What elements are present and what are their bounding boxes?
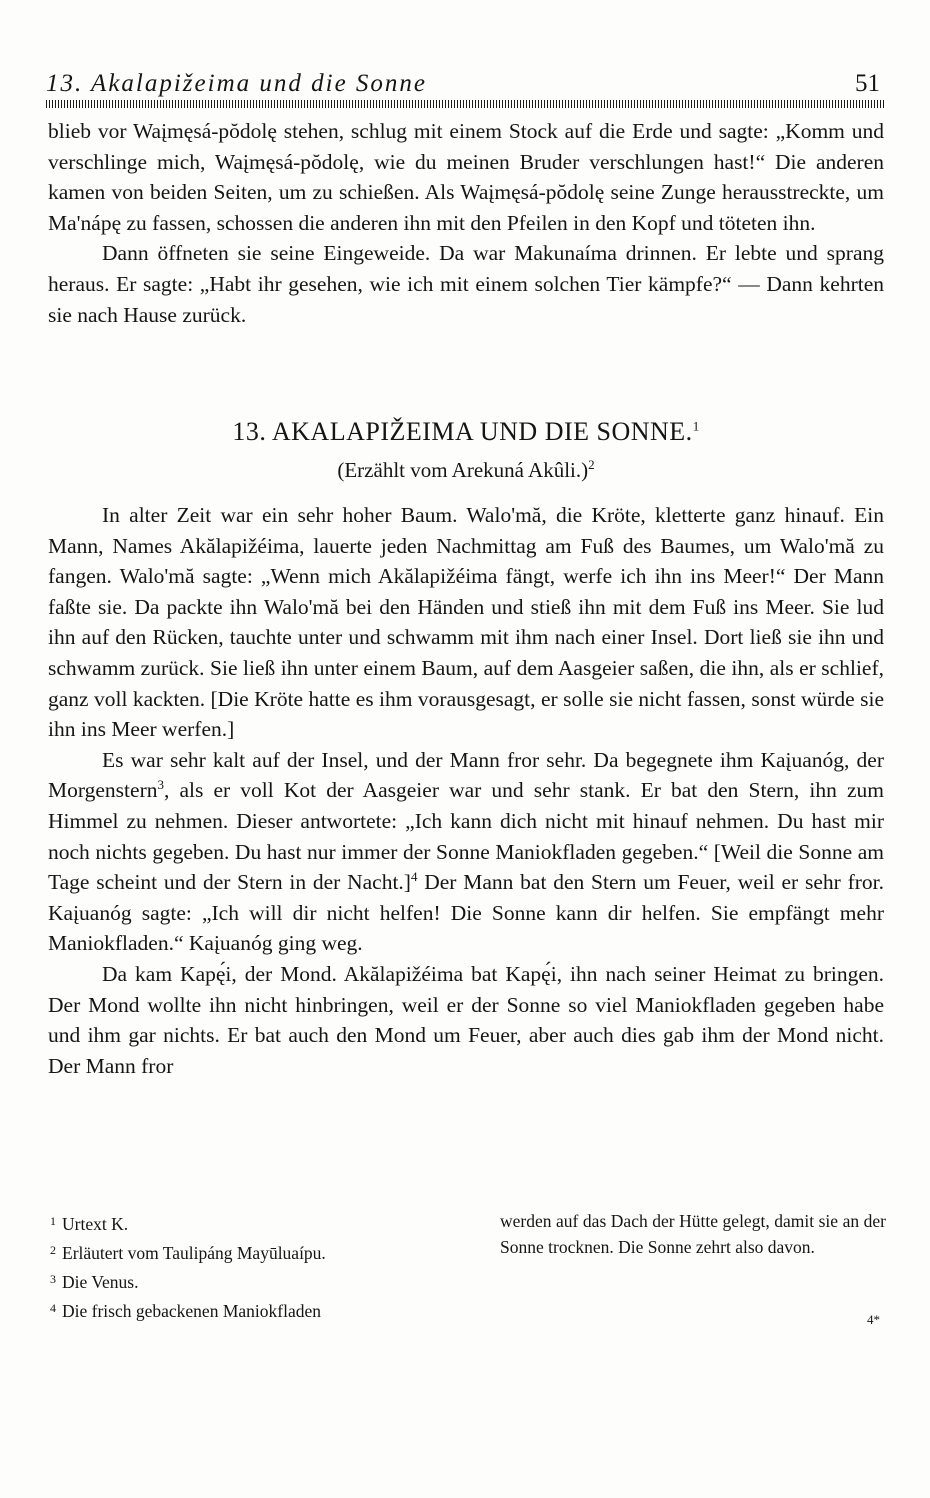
- running-head: [46, 70, 884, 100]
- footnote: [50, 1266, 455, 1295]
- chapter-body: [48, 500, 884, 1081]
- footnote-ref: 4: [410, 868, 418, 884]
- chapter-title-text: 13. AKALAPIŽEIMA UND DIE SONNE.: [232, 417, 693, 446]
- footnote-ref: 3: [157, 777, 164, 793]
- chapter-title: [48, 417, 884, 447]
- footnote: [50, 1295, 455, 1324]
- footnote-ref: 1: [692, 418, 700, 434]
- chapter-subtitle-text: (Erzählt vom Arekuná Akûli.): [337, 458, 589, 482]
- footnote-text: Urtext K.: [62, 1214, 129, 1234]
- footnote-number: 1: [50, 1214, 56, 1228]
- paragraph: blieb vor Waįmęsá-pŏdolę stehen, schlug mit einem Stock auf die Erde und sagte: „Komm und verschlinge mich, Waįmęsá-pŏdolę, wie du meinen Bruder verschlungen hast!“ Die anderen kamen von beiden Seiten, um zu schießen. Als Waįmęsá-pŏdolę seine Zunge herausstreckte, um Ma'nápę zu fassen, schossen die anderen ihn mit den Pfeilen in den Kopf und töteten ihn.: [48, 119, 884, 235]
- paragraph: Dann öffneten sie seine Eingeweide. Da war Makunaíma drinnen. Er lebte und sprang heraus. Er sagte: „Habt ihr gesehen, wie ich mit einem solchen Tier kämpfe?“ — Dann kehrten sie nach Hause zurück.: [48, 241, 884, 327]
- paragraph-text: , als er voll Kot der Aasgeier war und sehr stank. Er bat den Stern, ihn zum Himmel zu nehmen. Dieser antwortete: „Ich kann dich nicht mit hinauf nehmen. Du hast mir noch nichts gegeben. Du hast nur immer der Sonne Maniokfladen gegeben.“ [Weil die Sonne am Tage scheint und der Stern in der Nacht.]: [48, 778, 884, 895]
- paragraph: Da kam Kapę́i, der Mond. Akălapižéima bat Kapę́i, ihn nach seiner Heimat zu bringen. Der Mond wollte ihn nicht hinbringen, weil er der Sonne so viel Maniokfladen gegeben habe und ihm gar nichts. Er bat auch den Mond um Feuer, aber auch dies gab ihm der Mond nicht. Der Mann fror: [48, 961, 884, 1078]
- footnotes-left: [50, 1208, 455, 1324]
- signature-mark: 4*: [867, 1312, 880, 1327]
- paragraph: [48, 745, 884, 959]
- previous-story-end: [48, 116, 884, 330]
- footnote: [50, 1237, 455, 1266]
- running-title: 13. Akalapižeima und die Sonne: [46, 70, 428, 97]
- footnotes-right: [500, 1208, 886, 1260]
- footnote: [50, 1208, 455, 1237]
- paragraph-text: Der Mann bat den Stern um Feuer, weil er sehr fror. Kaįuanóg sagte: „Ich will dir nicht helfen! Die Sonne kann dir helfen. Sie empfängt mehr Maniokfladen.“ Kaįuanóg ging weg.: [48, 870, 884, 956]
- footnote-number: 3: [50, 1272, 56, 1286]
- footnote-text: Die Venus.: [62, 1272, 139, 1292]
- chapter-subtitle: [48, 458, 884, 483]
- footnote-ref: 2: [588, 457, 595, 472]
- footnote-text: Die frisch gebackenen Maniokfladen: [62, 1301, 321, 1321]
- paragraph-text: Es war sehr kalt auf der Insel, und der Mann fror sehr. Da begegnete ihm Kaįuanóg, der Morgenstern: [48, 747, 884, 803]
- footnote-number: 2: [50, 1243, 56, 1257]
- footnote-number: 4: [50, 1301, 56, 1315]
- footnote-continuation: werden auf das Dach der Hütte gelegt, damit sie an der Sonne trocknen. Die Sonne zehrt also davon.: [500, 1211, 886, 1257]
- paragraph: In alter Zeit war ein sehr hoher Baum. Walo'mă, die Kröte, kletterte ganz hinauf. Ein Mann, Names Akălapižéima, lauerte jeden Nachmittag am Fuß des Baumes, um Walo'mă zu fangen. Walo'mă sagte: „Wenn mich Akălapižéima fängt, werfe ich ihn ins Meer!“ Der Mann faßte sie. Da packte ihn Walo'mă bei den Händen und stieß ihn mit dem Fuß ins Meer. Sie lud ihn auf den Rücken, tauchte unter und schwamm mit ihm nach einer Insel. Dort ließ sie ihn und schwamm zurück. Sie ließ ihn unter einem Baum, auf dem Aasgeier saßen, die ihn, als er schlief, ganz voll kackten. [Die Kröte hatte es ihm vorausgesagt, er solle sie nicht fassen, sonst würde sie ihn ins Meer werfen.]: [48, 503, 884, 742]
- footnote-text: Erläutert vom Taulipáng Mayūluaípu.: [62, 1243, 326, 1263]
- header-rule: [46, 100, 884, 108]
- page-number: 51: [855, 70, 880, 97]
